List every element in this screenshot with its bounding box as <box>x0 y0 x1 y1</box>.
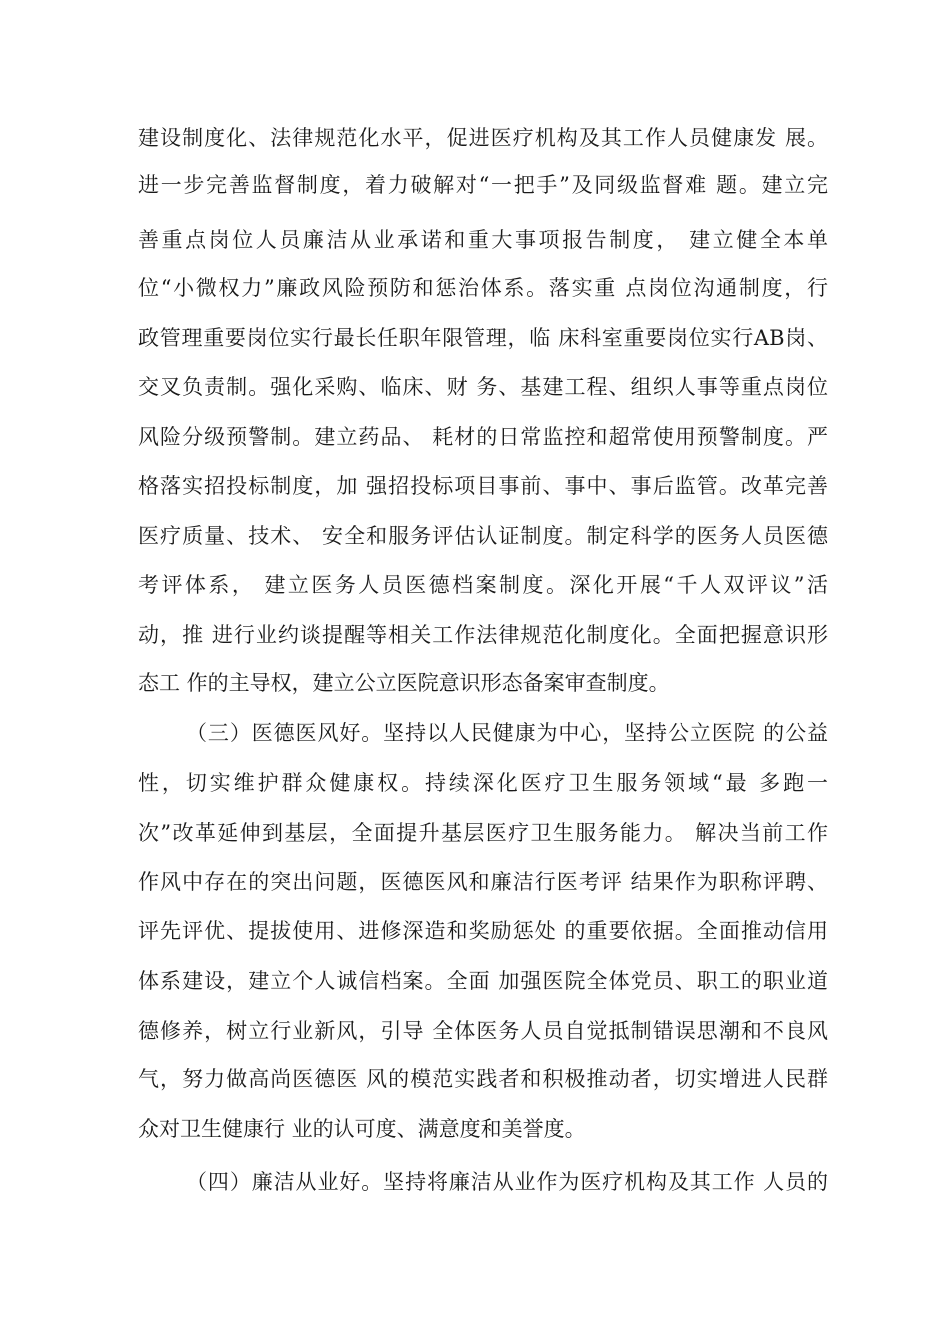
text-line: 动，推 进行业约谈提醒等相关工作法律规范化制度化。全面把握意识形 <box>138 623 828 647</box>
text-line: 众对卫生健康行 业的认可度、满意度和美誉度。 <box>138 1117 586 1141</box>
text-line: 位“小微权力”廉政风险预防和惩治体系。落实重 点岗位沟通制度，行 <box>138 276 828 300</box>
text-line: 医疗质量、技术、 安全和服务评估认证制度。制定科学的医务人员医德 <box>138 524 828 548</box>
text-line: 作风中存在的突出问题，医德医风和廉洁行医考评 结果作为职称评聘、 <box>138 870 828 894</box>
text-line: 体系建设，建立个人诚信档案。全面 加强医院全体党员、职工的职业道 <box>138 969 828 993</box>
text-line: 善重点岗位人员廉洁从业承诺和重大事项报告制度， 建立健全本单 <box>138 228 828 252</box>
text-line: 次”改革延伸到基层，全面提升基层医疗卫生服务能力。 解决当前工作 <box>138 821 828 845</box>
text-line: 性，切实维护群众健康权。持续深化医疗卫生服务领域“最 多跑一 <box>138 771 828 795</box>
text-line: 进一步完善监督制度，着力破解对“一把手”及同级监督难 题。建立完 <box>138 173 828 197</box>
text-line: 考评体系， 建立医务人员医德档案制度。深化开展“千人双评议”活 <box>138 573 828 597</box>
paragraph-heading-line: （三）医德医风好。坚持以人民健康为中心，坚持公立医院 的公益 <box>186 721 828 745</box>
text-line: 风险分级预警制。建立药品、 耗材的日常监控和超常使用预警制度。严 <box>138 425 828 449</box>
text-line: 格落实招投标制度，加 强招投标项目事前、事中、事后监管。改革完善 <box>138 474 828 498</box>
text-line: 德修养，树立行业新风，引导 全体医务人员自觉抵制错误思潮和不良风 <box>138 1019 828 1043</box>
text-line: 评先评优、提拔使用、进修深造和奖励惩处 的重要依据。全面推动信用 <box>138 919 828 943</box>
text-line: 交叉负责制。强化采购、临床、财 务、基建工程、组织人事等重点岗位 <box>138 375 828 399</box>
text-line: 态工 作的主导权，建立公立医院意识形态备案审查制度。 <box>138 671 670 695</box>
text-line: 政管理重要岗位实行最长任职年限管理，临 床科室重要岗位实行AB岗、 <box>138 326 828 350</box>
paragraph-heading-line: （四）廉洁从业好。坚持将廉洁从业作为医疗机构及其工作 人员的 <box>186 1170 828 1194</box>
text-line: 气，努力做高尚医德医 风的模范实践者和积极推动者，切实增进人民群 <box>138 1067 828 1091</box>
text-line: 建设制度化、法律规范化水平，促进医疗机构及其工作人员健康发 展。 <box>138 126 828 150</box>
